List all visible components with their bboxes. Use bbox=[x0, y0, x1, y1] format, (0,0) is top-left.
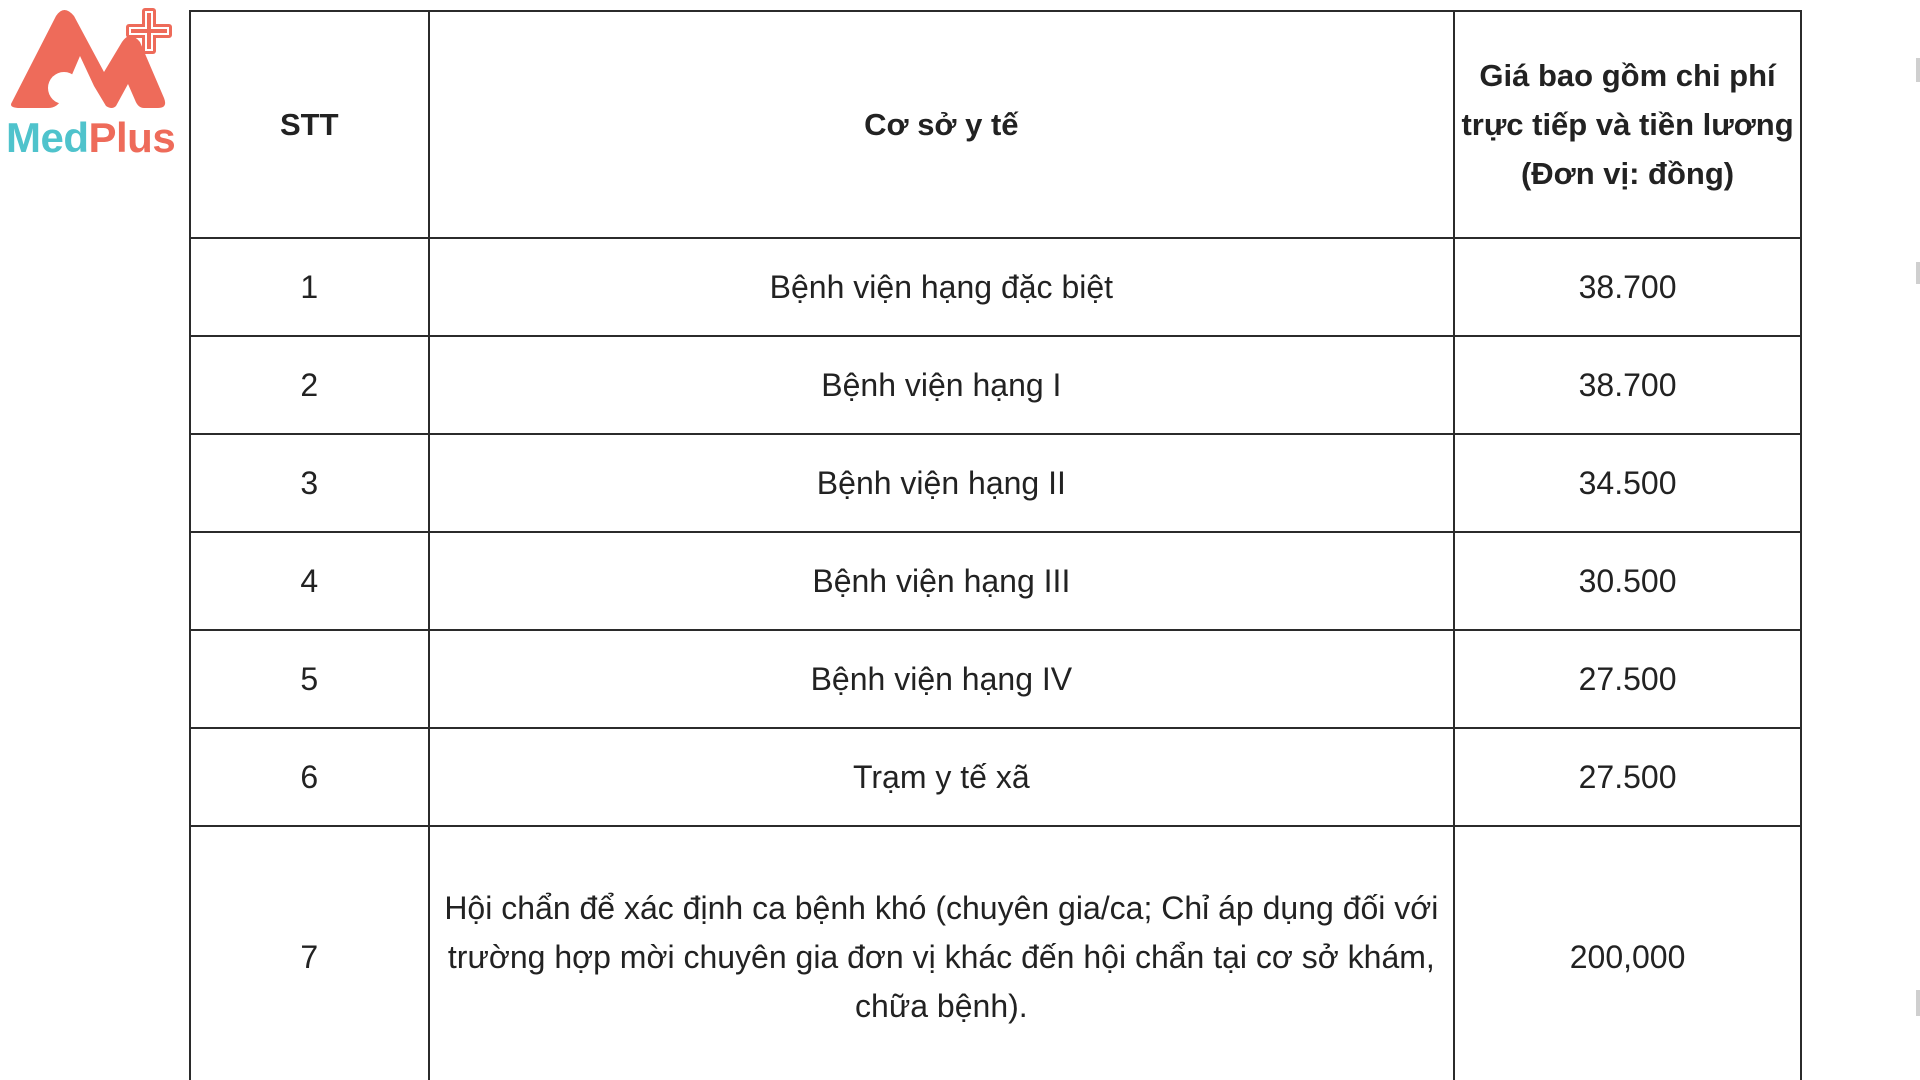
cell-stt: 6 bbox=[190, 728, 429, 826]
cell-facility: Bệnh viện hạng II bbox=[429, 434, 1455, 532]
cell-price: 30.500 bbox=[1454, 532, 1801, 630]
cell-stt: 3 bbox=[190, 434, 429, 532]
medplus-wordmark bbox=[6, 114, 175, 162]
header-stt: STT bbox=[190, 11, 429, 238]
edge-mark bbox=[1916, 262, 1920, 284]
table-row bbox=[190, 336, 1801, 434]
cell-price: 34.500 bbox=[1454, 434, 1801, 532]
table-row bbox=[190, 826, 1801, 1080]
wordmark-plus: Plus bbox=[88, 114, 176, 161]
right-edge-fragments bbox=[1914, 0, 1920, 1080]
table-row bbox=[190, 532, 1801, 630]
cell-price: 38.700 bbox=[1454, 336, 1801, 434]
consultation-fee-table bbox=[189, 10, 1802, 1080]
cell-stt: 7 bbox=[190, 826, 429, 1080]
cell-facility: Bệnh viện hạng IV bbox=[429, 630, 1455, 728]
wordmark-med: Med bbox=[6, 114, 89, 161]
cell-facility: Hội chẩn để xác định ca bệnh khó (chuyên gia/ca; Chỉ áp dụng đối với trường hợp mời chuyên gia đơn vị khác đến hội chẩn tại cơ sở khám, chữa bệnh). bbox=[429, 826, 1455, 1080]
cell-price: 27.500 bbox=[1454, 630, 1801, 728]
table-row bbox=[190, 434, 1801, 532]
edge-mark bbox=[1916, 58, 1920, 82]
cell-stt: 5 bbox=[190, 630, 429, 728]
header-facility: Cơ sở y tế bbox=[429, 11, 1455, 238]
medplus-logo[interactable] bbox=[4, 2, 188, 160]
medplus-logo-mark-icon bbox=[4, 2, 188, 112]
table-header-row bbox=[190, 11, 1801, 238]
table-row bbox=[190, 728, 1801, 826]
cell-price: 200,000 bbox=[1454, 826, 1801, 1080]
cell-facility: Trạm y tế xã bbox=[429, 728, 1455, 826]
cell-price: 27.500 bbox=[1454, 728, 1801, 826]
cell-stt: 2 bbox=[190, 336, 429, 434]
cell-price: 38.700 bbox=[1454, 238, 1801, 336]
cell-stt: 1 bbox=[190, 238, 429, 336]
table-row bbox=[190, 238, 1801, 336]
cell-facility: Bệnh viện hạng đặc biệt bbox=[429, 238, 1455, 336]
cell-stt: 4 bbox=[190, 532, 429, 630]
cell-facility: Bệnh viện hạng I bbox=[429, 336, 1455, 434]
table-row bbox=[190, 630, 1801, 728]
cell-facility: Bệnh viện hạng III bbox=[429, 532, 1455, 630]
header-price: Giá bao gồm chi phí trực tiếp và tiền lương (Đơn vị: đồng) bbox=[1454, 11, 1801, 238]
edge-mark bbox=[1916, 990, 1920, 1016]
